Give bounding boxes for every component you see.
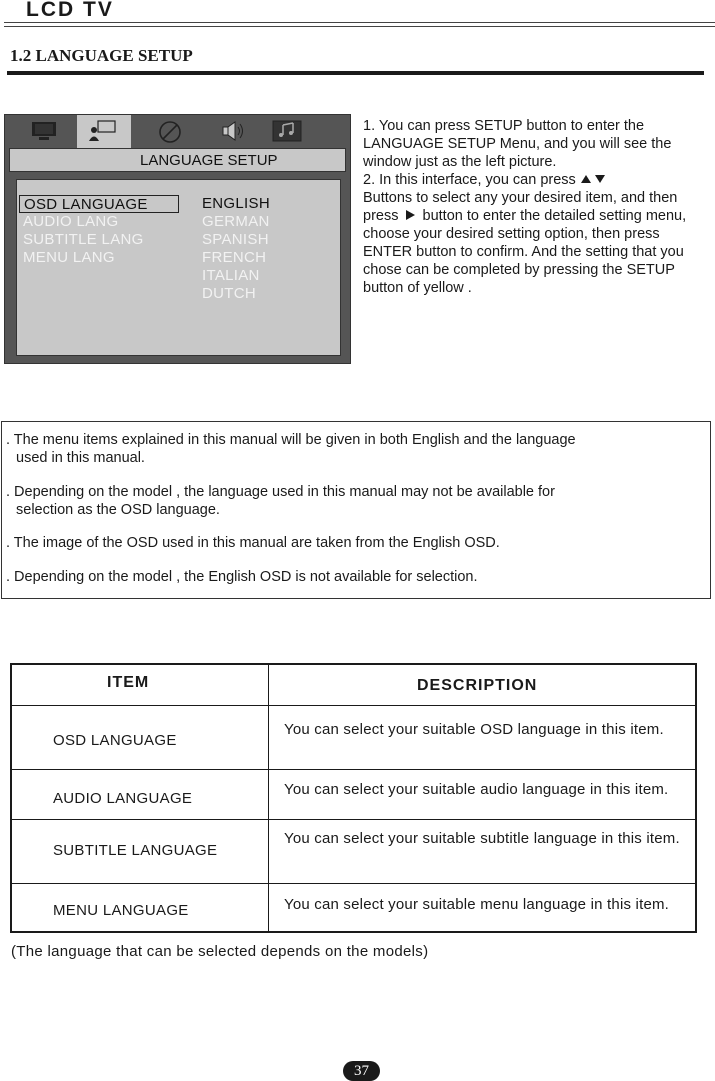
osd-title-bar: [9, 148, 346, 172]
table-row-item: SUBTITLE LANGUAGE: [53, 842, 218, 859]
tv-icon: [29, 119, 59, 143]
notes-box: [1, 421, 711, 599]
setup-person-icon: [87, 119, 119, 143]
note-1: [6, 431, 696, 467]
osd-option-german[interactable]: GERMAN: [202, 213, 270, 230]
header-title: LCD TV: [26, 0, 114, 21]
table-row-divider: [12, 883, 695, 884]
up-down-arrows-icon: [580, 174, 608, 184]
section-rule: [7, 71, 704, 75]
osd-item-menu-lang[interactable]: MENU LANG: [23, 249, 115, 266]
instructions: [363, 117, 709, 297]
speaker-icon: [219, 119, 247, 143]
table-row-divider: [12, 819, 695, 820]
language-table: [10, 663, 697, 933]
note-2: [6, 483, 696, 519]
note-4: [6, 568, 696, 586]
osd-icon-bar: [5, 115, 350, 147]
table-row-description: You can select your suitable menu language in this item.: [284, 896, 670, 913]
osd-item-osd-language[interactable]: OSD LANGUAGE: [19, 195, 179, 213]
table-row-item: MENU LANGUAGE: [53, 902, 189, 919]
instruction-step-2b: Buttons to select any your desired item, and then press: [363, 190, 678, 224]
osd-menu-list: [23, 195, 179, 267]
osd-option-dutch[interactable]: DUTCH: [202, 285, 256, 302]
header-rule-top: [4, 22, 715, 23]
disabled-icon: [157, 119, 183, 145]
osd-option-spanish[interactable]: SPANISH: [202, 231, 269, 248]
osd-option-english[interactable]: ENGLISH: [202, 195, 270, 212]
osd-menu-picture: [4, 114, 351, 364]
table-row-divider: [12, 769, 695, 770]
table-row-item: OSD LANGUAGE: [53, 732, 177, 749]
note-1-line-2: used in this manual.: [16, 450, 145, 466]
osd-item-subtitle-lang[interactable]: SUBTITLE LANG: [23, 231, 144, 248]
table-row-description: You can select your suitable audio language in this item.: [284, 781, 669, 798]
instruction-step-2c: button to enter the detailed setting menu, choose your desired setting option, then press ENTER button to confirm. And the setting that you chose can be completed by pressing the SETUP button of yellow .: [363, 208, 687, 296]
music-icon: [271, 119, 303, 143]
table-row-description: You can select your suitable OSD language in this item.: [284, 721, 664, 738]
osd-option-list: [202, 195, 270, 303]
note-2-line-2: selection as the OSD language.: [16, 502, 220, 518]
note-4-line-1: . Depending on the model , the English OSD is not available for selection.: [6, 569, 478, 585]
osd-option-french[interactable]: FRENCH: [202, 249, 267, 266]
osd-title: LANGUAGE SETUP: [140, 152, 278, 169]
instruction-step-2a: 2. In this interface, you can press: [363, 172, 580, 188]
table-row-item: AUDIO LANGUAGE: [53, 790, 193, 807]
note-3: [6, 534, 696, 552]
table-header-item: ITEM: [107, 674, 150, 691]
right-arrow-icon: [403, 210, 419, 220]
osd-item-audio-lang[interactable]: AUDIO LANG: [23, 213, 119, 230]
osd-option-italian[interactable]: ITALIAN: [202, 267, 260, 284]
note-2-line-1: . Depending on the model , the language used in this manual may not be available for: [6, 484, 555, 500]
table-row-description: You can select your suitable subtitle language in this item.: [284, 830, 680, 847]
note-3-line-1: . The image of the OSD used in this manual are taken from the English OSD.: [6, 535, 500, 551]
table-row-divider: [12, 705, 695, 706]
page-number: 37: [343, 1061, 380, 1081]
table-header-description: DESCRIPTION: [417, 677, 538, 694]
instruction-step-1: 1. You can press SETUP button to enter the LANGUAGE SETUP Menu, and you will see the window just as the left picture.: [363, 118, 672, 170]
instruction-step-2: [363, 171, 709, 297]
note-1-line-1: . The menu items explained in this manual will be given in both English and the language: [6, 432, 576, 448]
section-title: 1.2 LANGUAGE SETUP: [10, 46, 193, 65]
header-rule-bottom: [4, 26, 715, 27]
footnote: (The language that can be selected depends on the models): [11, 943, 429, 960]
